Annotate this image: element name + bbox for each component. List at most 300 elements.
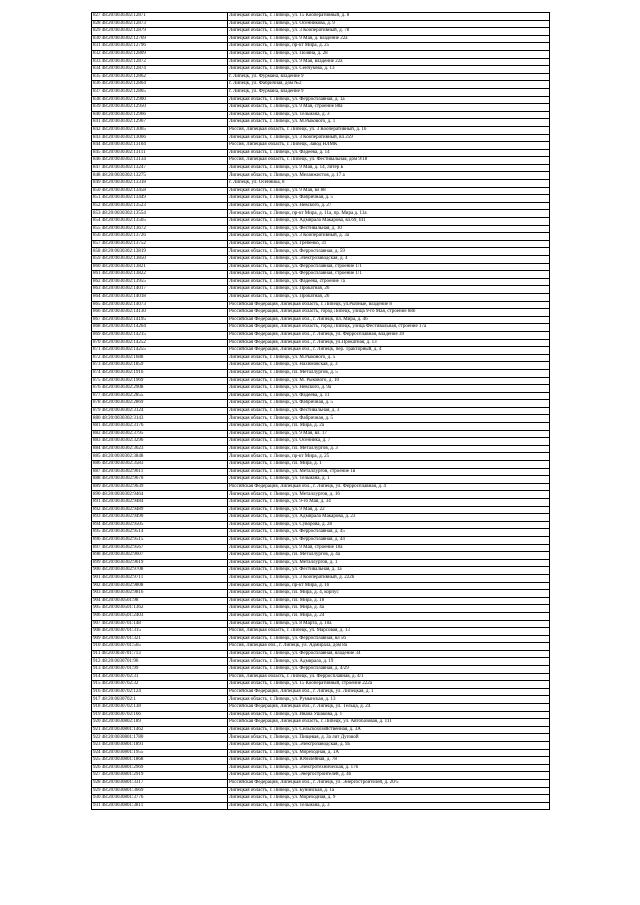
table-row	[92, 202, 550, 210]
table-row	[92, 187, 550, 195]
cadastral-number-cell: 904 48:20:0030501:98	[92, 597, 228, 605]
cadastral-number-cell: 911 48:20:0030701:713	[92, 650, 228, 658]
address-cell: Российская Федерация, Липецкая область, город Липецк, улица Фестивальная, строение 17а	[228, 324, 550, 332]
address-cell: Липецкая область, г. Липецк, ул. Ферросплавная, владение 34	[228, 650, 550, 658]
table-row	[92, 142, 550, 150]
cadastral-number-cell: 892 48:20:0030302:9489	[92, 506, 228, 514]
cadastral-number-cell: 836 48:20:0030302:12864	[92, 81, 228, 89]
cadastral-number-cell: 827 48:20:0030302:12871	[92, 13, 228, 21]
address-cell: Липецкая область, г. Липецк, ул. Прокатная, 26	[228, 293, 550, 301]
address-cell: Липецкая область, г. Липецк, ул. 9-го Мая, д. 34	[228, 499, 550, 507]
table-row	[92, 711, 550, 719]
address-cell: Липецкая область, г. Липецк, ул. Ферросплавная, строение 1/1	[228, 271, 550, 279]
cadastral-number-cell: 860 48:20:0030302:13821	[92, 263, 228, 271]
address-cell: Россия, Липецкая область, г. Липецк, Завод НЛМК	[228, 142, 550, 150]
cadastral-number-cell: 840 48:20:0030302:12966	[92, 111, 228, 119]
table-row	[92, 96, 550, 104]
cadastral-number-cell: 883 48:20:0030302:3296	[92, 438, 228, 446]
table-row	[92, 567, 550, 575]
table-row	[92, 742, 550, 750]
table-row	[92, 643, 550, 651]
cadastral-number-cell: 869 48:20:0030302:14215	[92, 331, 228, 339]
cadastral-number-cell: 929 48:20:0030801:3669	[92, 787, 228, 795]
cadastral-number-cell: 881 48:20:0030302:3176	[92, 423, 228, 431]
address-cell: Российская Федерация, Липецкая обл., г. Липецк, пл. Мира, д. 46	[228, 316, 550, 324]
cadastral-number-cell: 846 48:20:0030302:13134	[92, 157, 228, 165]
table-row	[92, 347, 550, 355]
address-cell: Россия, Липецкая область, г. Липецк, ул. Марсовая, д. 13	[228, 628, 550, 636]
address-cell: Липецкая область, г. Липецк, ул. Фестивальная, д. 10	[228, 225, 550, 233]
address-cell: Липецкая область, г. Липецк, пл. Мира, д. 4, корпус	[228, 590, 550, 598]
cadastral-number-cell: 894 48:20:0030302:9505	[92, 521, 228, 529]
table-row	[92, 43, 550, 51]
table-row	[92, 240, 550, 248]
cadastral-number-cell: 921 48:20:0030801:1462	[92, 726, 228, 734]
address-cell: Липецкая область, г. Липецк, ул. М.Рыкового, д. 1	[228, 119, 550, 127]
address-cell: Липецкая область, г. Липецк, пл. Мира, д. 1	[228, 461, 550, 469]
address-cell: Липецкая область, г. Липецк, ул. Румынская, д. 13	[228, 696, 550, 704]
table-row	[92, 673, 550, 681]
address-cell: Липецкая область, г. Липецк, ул. Ферросплавная, д. 45	[228, 529, 550, 537]
table-row	[92, 499, 550, 507]
table-row	[92, 263, 550, 271]
address-cell: Липецкая область, г. Липецк, ул. Фестивальная, д. 3	[228, 407, 550, 415]
address-cell: Липецкая область, г. Липецк, ул. Металлургов, д. 1	[228, 559, 550, 567]
cadastral-number-cell: 928 48:20:0030801:3317	[92, 779, 228, 787]
table-row	[92, 514, 550, 522]
address-cell: Липецкая область, г. Липецк, ул. Фабричная, д. 5	[228, 415, 550, 423]
cadastral-number-cell: 850 48:20:0030302:13458	[92, 187, 228, 195]
address-cell: Липецкая область, г. Липецк, ул. Меланжистов, д. 17 а	[228, 172, 550, 180]
table-row	[92, 423, 550, 431]
cadastral-number-cell: 920 48:20:0030802:189	[92, 719, 228, 727]
cadastral-number-cell: 834 48:20:0030302:12874	[92, 66, 228, 74]
address-cell: Липецкая область, г. Липецк, ул. Ферросплавная, вл 56	[228, 635, 550, 643]
table-row	[92, 749, 550, 757]
table-row	[92, 362, 550, 370]
address-cell: Липецкая область, г. Липецк, ул. Мореходная, д. 9	[228, 795, 550, 803]
table-row	[92, 35, 550, 43]
address-cell: Липецкая область, г. Липецк, ул. Осенникова, д. 9	[228, 20, 550, 28]
cadastral-number-cell: 876 48:20:0030302:2908	[92, 385, 228, 393]
cadastral-number-cell: 852 48:20:0030302:13523	[92, 202, 228, 210]
cadastral-number-cell: 864 48:20:0030302:14018	[92, 293, 228, 301]
address-cell: Липецкая область, г. Липецк, пл. Металлургов, д. 4а	[228, 552, 550, 560]
address-cell: Липецкая область, г. Липецк, пр-кт Мира, д. 25	[228, 453, 550, 461]
cadastral-number-cell: 861 48:20:0030302:13822	[92, 271, 228, 279]
address-cell: г. Липецк, ул. Фурмана, владение 9	[228, 88, 550, 96]
address-cell: Липецкая область, г. Липецк, ул. 3 Кооперативный, вл 259	[228, 134, 550, 142]
table-row	[92, 696, 550, 704]
table-row	[92, 195, 550, 203]
address-cell: Липецкая область, г. Липецк, ул. Тельмана, д. 3	[228, 111, 550, 119]
address-cell: Липецкая область, г. Липецк, ул. Ферросплавная, строение 1/1	[228, 263, 550, 271]
table-row	[92, 597, 550, 605]
cadastral-number-cell: 870 48:20:0030302:14252	[92, 339, 228, 347]
table-row	[92, 688, 550, 696]
address-cell: Липецкая область, г. Липецк, пл. Металлургов, д. 5	[228, 369, 550, 377]
address-cell: Российская Федерация, Липецкая обл., г. Липецк, ул. Ферросплавная, владение 39	[228, 331, 550, 339]
cadastral-number-cell: 856 48:20:0030302:13726	[92, 233, 228, 241]
cadastral-number-cell: 916 48:20:0030702:124	[92, 688, 228, 696]
cadastral-number-cell: 844 48:20:0030302:13104	[92, 142, 228, 150]
table-row	[92, 552, 550, 560]
cadastral-number-cell: 838 48:20:0030302:12900	[92, 96, 228, 104]
table-row	[92, 392, 550, 400]
cadastral-number-cell: 845 48:20:0030302:13111	[92, 149, 228, 157]
table-row	[92, 324, 550, 332]
address-cell: Липецкая область, г. Липецк, ул. Металлургов, д. 16	[228, 491, 550, 499]
address-cell: Российская Федерация, Липецкая обл., г. Липецк, пер. Тракторный, д. 4	[228, 347, 550, 355]
table-row	[92, 757, 550, 765]
cadastral-number-cell: 871 48:20:0030302:14255	[92, 347, 228, 355]
cadastral-number-cell: 833 48:20:0030302:12872	[92, 58, 228, 66]
table-row	[92, 218, 550, 226]
address-cell: Липецкая область, г. Липецк, ул. Фадеева, д. 11	[228, 392, 550, 400]
address-cell: Россия, Липецкая обл., г. Липецк, ул. Адмирала, дом 8а	[228, 643, 550, 651]
cadastral-number-cell: 878 48:20:0030302:2869	[92, 400, 228, 408]
cadastral-number-cell: 853 48:20:0030302:13554	[92, 210, 228, 218]
address-cell: Липецкая область, г. Липецк, ул. Фадеева, строение 7а	[228, 278, 550, 286]
address-cell: Липецкая область, г. Липецк, ул. Адмирала, д. 19	[228, 658, 550, 666]
address-cell: Липецкая область, г. Липецк, ул. Фестивальная, д. 1а	[228, 567, 550, 575]
table-row	[92, 248, 550, 256]
cadastral-number-cell: 925 48:20:0030801:1868	[92, 757, 228, 765]
address-cell: Липецкая область, г. Липецк, ул. 9 Мая, строение 88а	[228, 104, 550, 112]
cadastral-number-cell: 923 48:20:0030801:1891	[92, 742, 228, 750]
cadastral-number-cell: 903 48:20:0030302:9816	[92, 590, 228, 598]
address-cell: г. Липецк, ул. Осенника, 8	[228, 180, 550, 188]
cadastral-number-cell: 863 48:20:0030302:14017	[92, 286, 228, 294]
table-row	[92, 795, 550, 803]
address-cell: Липецкая область, г. Липецк, ул. 15 Кооперативный, д. 8	[228, 13, 550, 21]
table-row	[92, 802, 550, 810]
address-cell: Липецкая область, г. Липецк, ул. Прокатная, 26	[228, 286, 550, 294]
cadastral-number-cell: 873 48:20:0030302:1859	[92, 362, 228, 370]
cadastral-number-cell: 890 48:20:0030302:9464	[92, 491, 228, 499]
table-row	[92, 506, 550, 514]
address-cell: Липецкая область, г. Липецк, пр-кт Мира, д. 25	[228, 43, 550, 51]
table-row	[92, 650, 550, 658]
cadastral-number-cell: 848 48:20:0030302:13275	[92, 172, 228, 180]
cadastral-number-cell: 898 48:20:0030302:9607	[92, 552, 228, 560]
address-cell: Липецкая область, г. Липецк, пл. Металлургов, д. 3	[228, 445, 550, 453]
table-row	[92, 28, 550, 36]
cadastral-number-cell: 908 48:20:0030701:315	[92, 628, 228, 636]
cadastral-number-cell: 880 48:20:0030302:3143	[92, 415, 228, 423]
address-cell: Липецкая область, г. Липецк, ул. Нахимовская, д. 3	[228, 362, 550, 370]
cadastral-number-cell: 828 48:20:0030302:12873	[92, 20, 228, 28]
table-row	[92, 126, 550, 134]
address-cell: Липецкая область, г. Липецк, ул. 3 Кооперативный, д. 78	[228, 28, 550, 36]
table-row	[92, 544, 550, 552]
cadastral-number-cell: 926 48:20:0030801:2969	[92, 764, 228, 772]
cadastral-number-cell: 830 48:20:0030302:12769	[92, 35, 228, 43]
address-cell: Липецкая область, г. Липецк, ул. Осенника, д. 7	[228, 438, 550, 446]
table-row	[92, 172, 550, 180]
cadastral-number-cell: 905 48:20:0030501:1362	[92, 605, 228, 613]
table-row	[92, 764, 550, 772]
cadastral-number-cell: 887 48:20:0030302:9611	[92, 468, 228, 476]
table-row	[92, 81, 550, 89]
document-page	[91, 12, 549, 810]
cadastral-number-cell: 857 48:20:0030302:13752	[92, 240, 228, 248]
cadastral-number-cell: 910 48:20:0030701:565	[92, 643, 228, 651]
table-row	[92, 233, 550, 241]
address-cell: Россия, Липецкая область, г. Липецк, ул. Ферросплавная, д. 4/1	[228, 673, 550, 681]
table-row	[92, 316, 550, 324]
cadastral-number-cell: 855 48:20:0030302:13672	[92, 225, 228, 233]
address-cell: Российская Федерация, Липецкая область, город Липецк, улица 9-го Мая, строение 88б	[228, 309, 550, 317]
address-cell: г. Липецк, ул. Фабричная, дом №2	[228, 81, 550, 89]
table-row	[92, 453, 550, 461]
table-row	[92, 666, 550, 674]
cadastral-number-cell: 831 48:20:0030302:12796	[92, 43, 228, 51]
address-cell: Липецкая область, г. Липецк, ул. Поляна, д. 28	[228, 50, 550, 58]
cadastral-number-cell: 854 48:20:0030302:13565	[92, 218, 228, 226]
address-cell: Липецкая область, г. Липецк, ул. Адмирала Макарова, д. 23	[228, 514, 550, 522]
address-cell: г. Липецк, ул. Фурмана, владение 9	[228, 73, 550, 81]
address-cell: Липецкая область, г. Липецк, ул. Фабричная, д. 5	[228, 400, 550, 408]
cadastral-number-cell: 877 48:20:0030302:2855	[92, 392, 228, 400]
address-cell: Липецкая область, г. Липецк, ул. Сенчукова, д. 13	[228, 66, 550, 74]
table-row	[92, 536, 550, 544]
cadastral-number-cell: 889 48:20:0030302:9639	[92, 483, 228, 491]
table-row	[92, 734, 550, 742]
table-row	[92, 726, 550, 734]
address-cell: Липецкая область, г. Липецк, ул. Гребенко, 31	[228, 240, 550, 248]
cadastral-number-cell: 902 48:20:0030302:9808	[92, 582, 228, 590]
cadastral-number-cell: 842 48:20:0030302:13065	[92, 126, 228, 134]
address-cell: Липецкая область, г. Липецк, ул. 9 Мая, д. 14, литер Б	[228, 164, 550, 172]
address-cell: Липецкая область, г. Липецк, ул. Суворова, д. 28	[228, 521, 550, 529]
address-cell: Липецкая область, г. Липецк, ул. Электротехническая, д. 17б	[228, 764, 550, 772]
address-cell: Липецкая область, г. Липецк, ул. 9 Мая, вл 88	[228, 187, 550, 195]
address-cell: Липецкая область, г. Липецк, ул. Тельмана, д. 3	[228, 802, 550, 810]
table-row	[92, 111, 550, 119]
cadastral-number-cell: 901 48:20:0030302:9711	[92, 574, 228, 582]
address-cell: Липецкая область, г. Липецк, ул. 3 Кооперативный, д. 222б	[228, 574, 550, 582]
table-row	[92, 719, 550, 727]
table-row	[92, 293, 550, 301]
table-row	[92, 438, 550, 446]
table-row	[92, 658, 550, 666]
table-row	[92, 225, 550, 233]
cadastral-number-cell: 913 48:20:0030701:99	[92, 666, 228, 674]
cadastral-number-cell: 872 48:20:0030302:1688	[92, 354, 228, 362]
table-row	[92, 271, 550, 279]
table-row	[92, 119, 550, 127]
table-row	[92, 331, 550, 339]
table-row	[92, 468, 550, 476]
table-row	[92, 574, 550, 582]
cadastral-number-cell: 858 48:20:0030302:13819	[92, 248, 228, 256]
table-row	[92, 635, 550, 643]
table-row	[92, 400, 550, 408]
address-cell: Российская Федерация, Липецкая обл., г. Липецк, ул. Ферросплавная, д. 4	[228, 483, 550, 491]
cadastral-number-cell: 843 48:20:0030302:13066	[92, 134, 228, 142]
cadastral-number-cell: 888 48:20:0030302:9670	[92, 476, 228, 484]
table-row	[92, 430, 550, 438]
cadastral-number-cell: 931 48:20:0030801:3811	[92, 802, 228, 810]
cadastral-number-cell: 882 48:20:0030302:3795	[92, 430, 228, 438]
cadastral-number-cell: 922 48:20:0030801:1780	[92, 734, 228, 742]
address-cell: Липецкая область, г. Липецк, ул. Фадеева, д. 14	[228, 149, 550, 157]
address-cell: Россия, Липецкая область, г. Липецк, ул. Фестивальная, дом 9/18	[228, 157, 550, 165]
table-row	[92, 58, 550, 66]
table-row	[92, 20, 550, 28]
table-row	[92, 180, 550, 188]
address-cell: Липецкая область, г. Липецк, ул. Ферросплавная, д. 59	[228, 248, 550, 256]
cadastral-number-cell: 866 48:20:0030302:14130	[92, 309, 228, 317]
cadastral-number-cell: 867 48:20:0030302:14195	[92, 316, 228, 324]
address-cell: Липецкая область, г. Липецк, ул. Ферросплавная, д. 44	[228, 536, 550, 544]
address-cell: Липецкая область, г. Липецк, ул. Ивана Ушакова, д. 1	[228, 711, 550, 719]
table-row	[92, 66, 550, 74]
table-row	[92, 385, 550, 393]
table-row	[92, 210, 550, 218]
cadastral-number-cell: 875 48:20:0030302:1969	[92, 377, 228, 385]
address-cell: Липецкая область, г. Липецк, ул. Энергостроителей, д. 4б	[228, 772, 550, 780]
address-cell: Липецкая область, г. Липецк, ул. Ферросплавная, д. 1а	[228, 96, 550, 104]
cadastral-number-cell: 915 48:20:0030702:32	[92, 681, 228, 689]
address-cell: Липецкая область, г. Липецк, ул. Электрозаводская, д. 4	[228, 256, 550, 264]
table-row	[92, 491, 550, 499]
table-row	[92, 620, 550, 628]
address-cell: Россия, Липецкая область, г. Липецк, ул. 3 Кооперативный, д. 16	[228, 126, 550, 134]
address-cell: Липецкая область, г. Липецк, ул. 9 Мая, вл. 17	[228, 430, 550, 438]
cadastral-number-cell: 918 48:20:0030702:138	[92, 704, 228, 712]
table-row	[92, 301, 550, 309]
cadastral-number-cell: 832 48:20:0030302:12809	[92, 50, 228, 58]
address-cell: Липецкая область, г. Липецк, ул. М. Рыкового, д. 10	[228, 377, 550, 385]
table-row	[92, 278, 550, 286]
table-row	[92, 628, 550, 636]
address-cell: Липецкая область, г. Липецк, ул. Невского, д. 9а	[228, 385, 550, 393]
address-cell: Липецкая область, г. Липецк, ул. 15 Кооперативный, строение 222а	[228, 681, 550, 689]
address-cell: Российская Федерация, Липецкая обл., г. Липецк, ул. Тельца, д. 24	[228, 704, 550, 712]
address-cell: Российская Федерация, Липецкая область, г. Липецк, ул.Рыбные, владение 8	[228, 301, 550, 309]
table-row	[92, 772, 550, 780]
address-cell: Липецкая область, г. Липецк, пл. Мира, д. 18	[228, 597, 550, 605]
table-row	[92, 476, 550, 484]
address-cell: Липецкая область, г. Липецк, ул. Электрозаводская, д. 9а	[228, 742, 550, 750]
table-row	[92, 286, 550, 294]
table-row	[92, 256, 550, 264]
table-row	[92, 149, 550, 157]
address-cell: Липецкая область, г. Липецк, ул. М.Рыкового, д. 5	[228, 354, 550, 362]
address-cell: Липецкая область, г. Липецк, пл. Мира, д. 4а	[228, 605, 550, 613]
table-row	[92, 377, 550, 385]
address-cell: Липецкая область, г. Липецк, ул. Металлургов, строение 1в	[228, 468, 550, 476]
address-cell: Липецкая область, г. Липецк, пл. Мира, д. 24	[228, 612, 550, 620]
table-row	[92, 612, 550, 620]
cadastral-number-cell: 837 48:20:0030302:12865	[92, 88, 228, 96]
cadastral-number-cell: 874 48:20:0030302:1916	[92, 369, 228, 377]
address-cell: Липецкая область, г. Липецк, ул. Ферросплавная, д. 4/29	[228, 666, 550, 674]
cadastral-number-cell: 896 48:20:0030302:9515	[92, 536, 228, 544]
cadastral-number-cell: 930 48:20:0030801:3776	[92, 795, 228, 803]
cadastral-number-cell: 835 48:20:0030302:12862	[92, 73, 228, 81]
cadastral-number-cell: 907 48:20:0030701:148	[92, 620, 228, 628]
table-body	[92, 13, 550, 810]
table-row	[92, 134, 550, 142]
address-cell: Липецкая область, г. Липецк, пр-кт Мира, д. 11а, пр. Мира д. 11а	[228, 210, 550, 218]
table-row	[92, 354, 550, 362]
cadastral-number-cell: 906 48:20:0030501:2403	[92, 612, 228, 620]
table-row	[92, 605, 550, 613]
table-row	[92, 590, 550, 598]
cadastral-number-cell: 884 48:20:0030302:3623	[92, 445, 228, 453]
table-row	[92, 521, 550, 529]
cadastral-number-cell: 893 48:20:0030302:9490	[92, 514, 228, 522]
cadastral-number-cell: 859 48:20:0030302:13850	[92, 256, 228, 264]
cadastral-number-cell: 912 48:20:0030701:96	[92, 658, 228, 666]
table-row	[92, 164, 550, 172]
cadastral-number-cell: 900 48:20:0030302:9708	[92, 567, 228, 575]
table-row	[92, 339, 550, 347]
table-row	[92, 529, 550, 537]
cadastral-number-cell: 927 48:20:0030801:2919	[92, 772, 228, 780]
address-cell: Липецкая область, г. Липецк, ул. 9 Мая, владение 22а	[228, 58, 550, 66]
cadastral-number-cell: 924 48:20:0030801:1955	[92, 749, 228, 757]
address-cell: Липецкая область, г. Липецк, ул. Пищевая, д. 3а лит Дуговой	[228, 734, 550, 742]
address-cell: Липецкая область, г. Липецк, пр-кт Мира, д. 1б	[228, 582, 550, 590]
table-row	[92, 559, 550, 567]
cadastral-number-cell: 868 48:20:0030302:14264	[92, 324, 228, 332]
address-cell: Липецкая область, г. Липецк, ул. 8 Марта, д. 10а	[228, 620, 550, 628]
cadastral-number-cell: 895 48:20:0030302:9514	[92, 529, 228, 537]
table-row	[92, 461, 550, 469]
cadastral-number-cell: 841 48:20:0030302:12967	[92, 119, 228, 127]
table-row	[92, 88, 550, 96]
address-cell: Российская Федерация, Липецкая область, г. Липецк, ул. Автобазовая, д. 111	[228, 719, 550, 727]
cadastral-number-cell: 899 48:20:0030302:9619	[92, 559, 228, 567]
cadastral-number-cell: 865 48:20:0030302:14073	[92, 301, 228, 309]
cadastral-number-cell: 909 48:20:0030701:321	[92, 635, 228, 643]
table-row	[92, 779, 550, 787]
address-cell: Липецкая область, г. Липецк, ул. Сельскохозяйственная, д. 3А	[228, 726, 550, 734]
table-row	[92, 483, 550, 491]
address-cell: Липецкая область, г. Липецк, ул. Бунинская, д. 1а	[228, 787, 550, 795]
cadastral-number-cell: 849 48:20:0030302:13318	[92, 180, 228, 188]
address-cell: Липецкая область, г. Липецк, ул. Фабричная, д. 5	[228, 195, 550, 203]
cadastral-number-cell: 897 48:20:0030302:9567	[92, 544, 228, 552]
cadastral-number-cell: 862 48:20:0030302:13955	[92, 278, 228, 286]
table-row	[92, 73, 550, 81]
table-row	[92, 157, 550, 165]
cadastral-number-cell: 829 48:20:0030302:12879	[92, 28, 228, 36]
address-cell: Липецкая область, г. Липецк, пл. Мира, д. 2а	[228, 423, 550, 431]
table-row	[92, 369, 550, 377]
address-cell: Липецкая область, г. Липецк, ул. Невского, д. 27	[228, 202, 550, 210]
table-row	[92, 582, 550, 590]
cadastral-table	[91, 12, 550, 810]
address-cell: Липецкая область, г. Липецк, ул. 3 Кооперативный, д. 3а	[228, 233, 550, 241]
address-cell: Липецкая область, г. Липецк, ул. Адмирала Макарова, вл.69, lit1	[228, 218, 550, 226]
cadastral-number-cell: 914 48:20:0030702:31	[92, 673, 228, 681]
cadastral-number-cell: 919 48:20:0030702:166	[92, 711, 228, 719]
cadastral-number-cell: 847 48:20:0030302:13247	[92, 164, 228, 172]
address-cell: Липецкая область, г. Липецк, ул. Тельмана, д. 1	[228, 476, 550, 484]
table-row	[92, 704, 550, 712]
address-cell: Российская Федерация, Липецкая обл., г. Липецк, ул. Липецкая, д. 1	[228, 688, 550, 696]
cadastral-number-cell: 886 48:20:0030302:3583	[92, 461, 228, 469]
address-cell: Липецкая область, г. Липецк, ул. 9 Мая, строение 10а	[228, 544, 550, 552]
address-cell: Липецкая область, г. Липецк, ул. Юбилейная, д. 78	[228, 757, 550, 765]
table-row	[92, 681, 550, 689]
address-cell: Липецкая область, г. Липецк, ул. 9 Мая, д. 22	[228, 506, 550, 514]
